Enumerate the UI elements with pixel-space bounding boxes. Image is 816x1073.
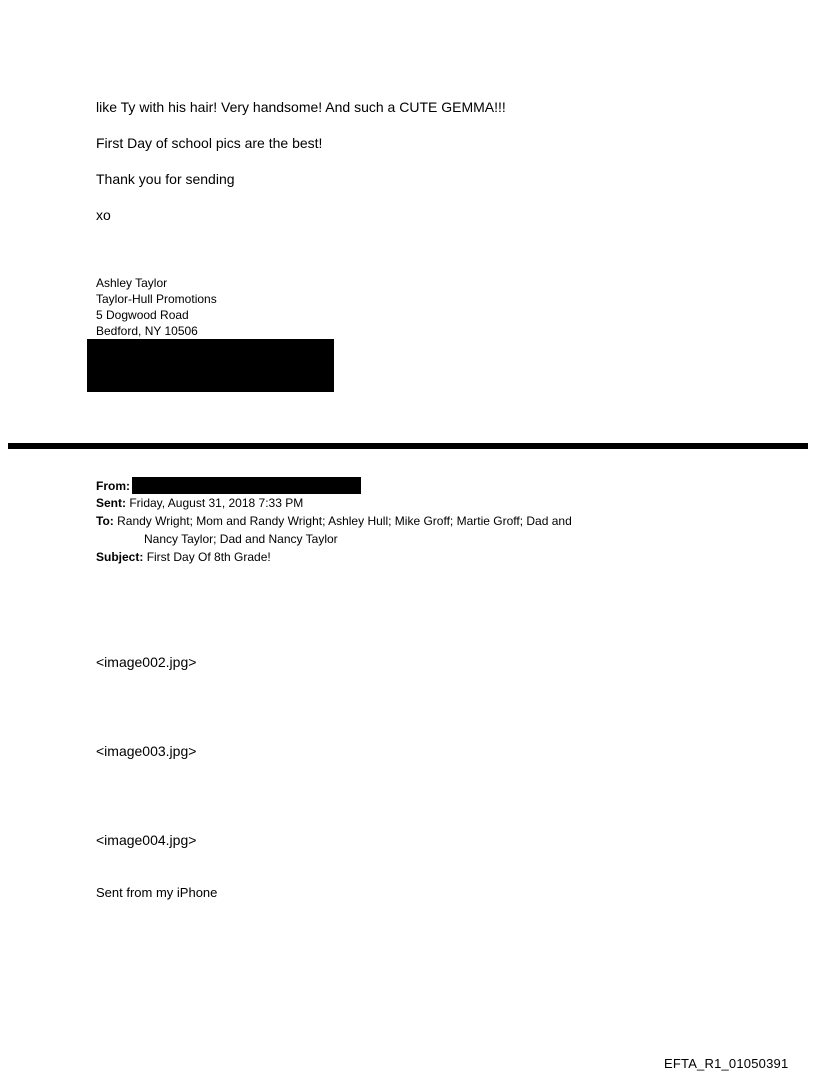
reply-line-2: First Day of school pics are the best! (96, 135, 323, 151)
attachment-placeholder: <image003.jpg> (96, 743, 197, 759)
redaction-from (132, 477, 361, 494)
signature-company: Taylor-Hull Promotions (96, 292, 217, 306)
header-from-label: From: (96, 479, 130, 493)
header-to-value-line-1: Randy Wright; Mom and Randy Wright; Ashley Hull; Mike Groff; Martie Groff; Dad and (117, 514, 572, 528)
sent-from-line: Sent from my iPhone (96, 885, 218, 900)
signature-city: Bedford, NY 10506 (96, 324, 198, 338)
header-subject-value: First Day Of 8th Grade! (146, 550, 271, 564)
reply-line-3: Thank you for sending (96, 171, 235, 187)
header-sent-row (96, 494, 303, 512)
attachment-placeholder: <image002.jpg> (96, 654, 197, 670)
signature-name: Ashley Taylor (96, 276, 168, 290)
signature-street: 5 Dogwood Road (96, 308, 189, 322)
reply-line-4: xo (96, 207, 111, 223)
redaction-block (87, 339, 334, 392)
header-subject-row (96, 548, 271, 566)
header-subject-label: Subject: (96, 550, 144, 564)
header-sent-label: Sent: (96, 496, 126, 510)
document-id: EFTA_R1_01050391 (664, 1056, 789, 1071)
header-to-row (96, 512, 572, 530)
reply-line-1: like Ty with his hair! Very handsome! And such a CUTE GEMMA!!! (96, 99, 506, 115)
header-to-label: To: (96, 514, 114, 528)
header-sent-value: Friday, August 31, 2018 7:33 PM (129, 496, 304, 510)
header-to-value-line-2: Nancy Taylor; Dad and Nancy Taylor (144, 532, 338, 546)
header-from-row (96, 477, 130, 495)
attachment-placeholder: <image004.jpg> (96, 832, 197, 848)
separator-rule (8, 443, 808, 449)
